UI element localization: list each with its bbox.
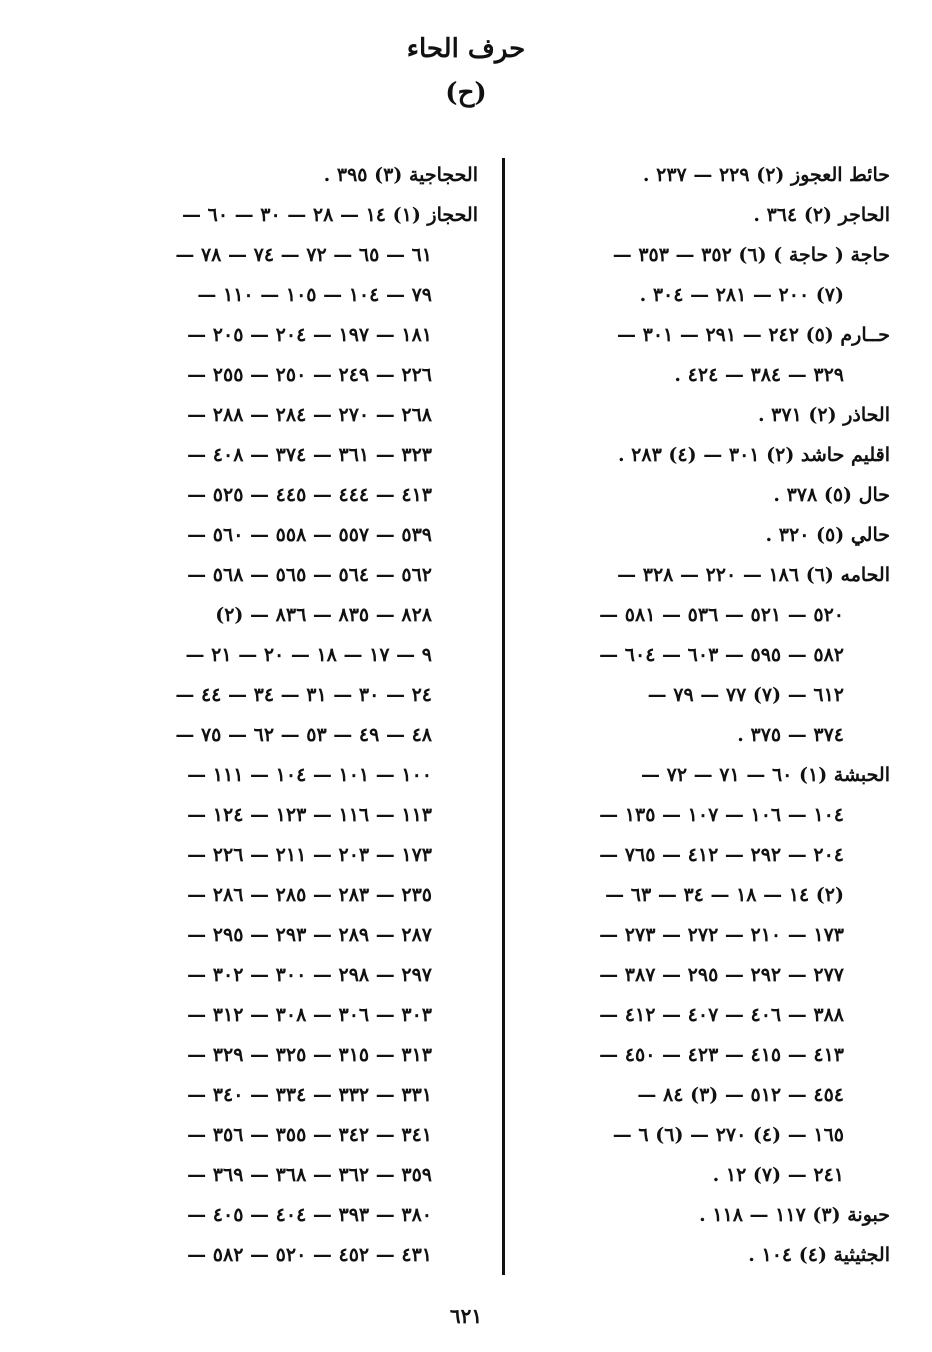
index-continuation-line: ٣٢٩ — ٣٨٤ — ٤٢٤ . [674, 364, 844, 386]
index-continuation-line: ٢٣٥ — ٢٨٣ — ٢٨٥ — ٢٨٦ — [187, 884, 432, 906]
index-entry-line: الجثيثية (٤) ١٠٤ . [748, 1244, 890, 1266]
index-continuation-line: ١٧٣ — ٢١٠ — ٢٧٢ — ٢٧٣ — [599, 924, 844, 946]
index-continuation-line: ١٠٠ — ١٠١ — ١٠٤ — ١١١ — [187, 764, 432, 786]
index-column-left [118, 155, 478, 1275]
index-entry-line: الحاجر (٢) ٣٦٤ . [753, 204, 890, 226]
index-entry-line: الحجاجية (٣) ٣٩٥ . [323, 164, 478, 186]
index-continuation-line: ٣٣١ — ٣٣٢ — ٣٣٤ — ٣٤٠ — [187, 1084, 432, 1106]
index-entry-line: اقليم حاشد (٢) ٣٠١ — (٤) ٢٨٣ . [617, 444, 890, 466]
index-continuation-line: ٣٥٩ — ٣٦٢ — ٣٦٨ — ٣٦٩ — [187, 1164, 432, 1186]
index-continuation-line: ٥٦٢ — ٥٦٤ — ٥٦٥ — ٥٦٨ — [187, 564, 432, 586]
index-continuation-line: ٧٩ — ١٠٤ — ١٠٥ — ١١٠ — [197, 284, 432, 306]
index-continuation-line: ٥٢٠ — ٥٢١ — ٥٣٦ — ٥٨١ — [599, 604, 844, 626]
index-entry-line: الحجاز (١) ١٤ — ٢٨ — ٣٠ — ٦٠ — [181, 204, 478, 226]
index-continuation-line: ١٧٣ — ٢٠٣ — ٢١١ — ٢٢٦ — [187, 844, 432, 866]
index-entry-line: الحاذر (٢) ٣٧١ . [757, 404, 890, 426]
index-entry-line: حال (٥) ٣٧٨ . [773, 484, 890, 506]
index-continuation-line: ٨٢٨ — ٨٣٥ — ٨٣٦ — (٢) [215, 604, 432, 626]
index-continuation-line: ٦١٢ — (٧) ٧٧ — ٧٩ — [647, 684, 844, 706]
index-entry-line: حبونة (٣) ١١٧ — ١١٨ . [699, 1204, 890, 1226]
index-continuation-line: ٣٢٣ — ٣٦١ — ٣٧٤ — ٤٠٨ — [187, 444, 432, 466]
index-continuation-line: ١١٣ — ١١٦ — ١٢٣ — ١٢٤ — [187, 804, 432, 826]
index-continuation-line: ٣٨٠ — ٣٩٣ — ٤٠٤ — ٤٠٥ — [187, 1204, 432, 1226]
index-continuation-line: ٢٢٦ — ٢٤٩ — ٢٥٠ — ٢٥٥ — [187, 364, 432, 386]
index-continuation-line: ٤٣١ — ٤٥٢ — ٥٢٠ — ٥٨٢ — [187, 1244, 432, 1266]
page-title: حرف الحاء [406, 34, 526, 64]
index-continuation-line: ١٨١ — ١٩٧ — ٢٠٤ — ٢٠٥ — [187, 324, 432, 346]
index-continuation-line: ٥٨٢ — ٥٩٥ — ٦٠٣ — ٦٠٤ — [599, 644, 844, 666]
index-continuation-line: ٢٤ — ٣٠ — ٣١ — ٣٤ — ٤٤ — [175, 684, 432, 706]
column-divider [502, 158, 505, 1275]
index-continuation-line: ٢٨٧ — ٢٨٩ — ٢٩٣ — ٢٩٥ — [187, 924, 432, 946]
index-continuation-line: ٦١ — ٦٥ — ٧٢ — ٧٤ — ٧٨ — [175, 244, 432, 266]
index-entry-line: حــارم (٥) ٢٤٢ — ٢٩١ — ٣٠١ — [616, 324, 890, 346]
index-continuation-line: ٣٧٤ — ٣٧٥ . [737, 724, 844, 746]
index-continuation-line: ٢٤١ — (٧) ١٢ . [712, 1164, 844, 1186]
index-column-right [522, 155, 890, 1275]
page-number: ٦٢١ [449, 1304, 483, 1328]
index-continuation-line: ٩ — ١٧ — ١٨ — ٢٠ — ٢١ — [185, 644, 432, 666]
index-continuation-line: (٢) ١٤ — ١٨ — ٣٤ — ٦٣ — [605, 884, 844, 906]
index-continuation-line: ٢٧٧ — ٢٩٢ — ٢٩٥ — ٣٨٧ — [599, 964, 844, 986]
index-continuation-line: ٢٩٧ — ٢٩٨ — ٣٠٠ — ٣٠٢ — [187, 964, 432, 986]
index-entry-line: حائط العجوز (٢) ٢٢٩ — ٢٣٧ . [642, 164, 890, 186]
index-continuation-line: ١٦٥ — (٤) ٢٧٠ — (٦) ٦ — [612, 1124, 844, 1146]
index-continuation-line: (٧) ٢٠٠ — ٢٨١ — ٣٠٤ . [639, 284, 844, 306]
index-continuation-line: ٤٨ — ٤٩ — ٥٣ — ٦٢ — ٧٥ — [175, 724, 432, 746]
page-subtitle: (ح) [445, 78, 487, 108]
index-continuation-line: ٣١٣ — ٣١٥ — ٣٢٥ — ٣٢٩ — [187, 1044, 432, 1066]
index-continuation-line: ٢٦٨ — ٢٧٠ — ٢٨٤ — ٢٨٨ — [187, 404, 432, 426]
index-entry-line: حالي (٥) ٣٢٠ . [765, 524, 890, 546]
index-entry-line: الحامه (٦) ١٨٦ — ٢٢٠ — ٣٢٨ — [617, 564, 890, 586]
index-continuation-line: ٣٠٣ — ٣٠٦ — ٣٠٨ — ٣١٢ — [187, 1004, 432, 1026]
index-continuation-line: ١٠٤ — ١٠٦ — ١٠٧ — ١٣٥ — [599, 804, 844, 826]
index-continuation-line: ٣٤١ — ٣٤٢ — ٣٥٥ — ٣٥٦ — [187, 1124, 432, 1146]
index-continuation-line: ٤١٣ — ٤٤٤ — ٤٤٥ — ٥٢٥ — [187, 484, 432, 506]
index-continuation-line: ٤١٣ — ٤١٥ — ٤٢٣ — ٤٥٠ — [599, 1044, 844, 1066]
index-continuation-line: ٣٨٨ — ٤٠٦ — ٤٠٧ — ٤١٢ — [599, 1004, 844, 1026]
index-entry-line: الحبشة (١) ٦٠ — ٧١ — ٧٢ — [641, 764, 890, 786]
index-continuation-line: ٤٥٤ — ٥١٢ — (٣) ٨٤ — [637, 1084, 844, 1106]
index-continuation-line: ٢٠٤ — ٢٩٢ — ٤١٢ — ٧٦٥ — [599, 844, 844, 866]
index-continuation-line: ٥٣٩ — ٥٥٧ — ٥٥٨ — ٥٦٠ — [187, 524, 432, 546]
index-entry-line: حاجة ( حاجة ) (٦) ٣٥٢ — ٣٥٣ — [612, 244, 890, 266]
